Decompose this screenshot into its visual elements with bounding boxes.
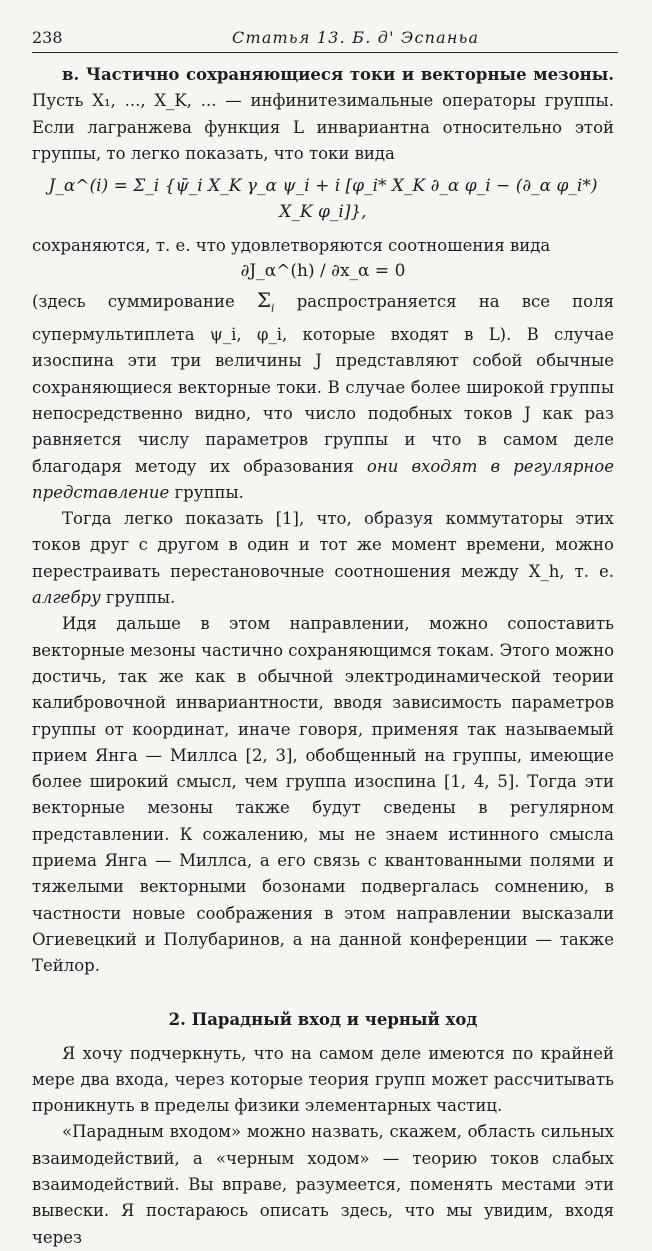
- summation-text-end: группы.: [174, 482, 244, 502]
- algebra-italic: алгебру: [32, 588, 101, 608]
- paragraph-summation: [32, 287, 614, 506]
- header-rule: [32, 52, 618, 53]
- regular-representation-italic: они входят в регулярное представление: [32, 456, 614, 502]
- summation-text-start: (здесь суммирование: [32, 292, 235, 312]
- commutators-text: Тогда легко показать [1], что, образуя коммутаторы этих токов друг с другом в один и тот же момент времени, можно перестраивать перестановочные соотношения между X_h, т. е.: [32, 509, 614, 581]
- commutators-end: группы.: [105, 588, 176, 608]
- sum-index: i: [271, 301, 275, 315]
- page-header: [32, 24, 618, 52]
- section-b-heading: в. Частично сохраняющиеся токи и векторные мезоны.: [62, 65, 614, 84]
- section-b-intro-text: Пусть X₁, ..., X_K, ... — инфинитезимальные операторы группы. Если лагранжева функция L инвариантна относительно этой группы, то легко показать, что токи вида: [32, 91, 614, 163]
- summation-text-rest: распространяется на все поля супермультиплета ψ_i, φ_i, которые входят в L). В случае изоспина эти три величины J представляют собой обычные сохраняющиеся векторные токи. В случае более широкой группы непосредственно видно, что число подобных токов J как раз равняется числу параметров группы и что в самом деле благодаря методу их образования: [32, 292, 614, 476]
- paragraph-vector-mesons: Идя дальше в этом направлении, можно сопоставить векторные мезоны частично сохраняющимся токам. Этого можно достичь, так же как в обычной электродинамической теории калибровочной инвариантности, вводя зависимость параметров группы от координат, иначе говоря, применяя так называемый прием Янга — Миллса [2, 3], обобщенный на группы, имеющие более широкий смысл, чем группа изоспина [1, 4, 5]. Тогда эти векторные мезоны также будут сведены в регулярном представлении. К сожалению, мы не знаем истинного смысла приема Янга — Миллса, а его связь с квантованными полями и тяжелыми векторными бозонами подвергалась сомнению, в частности новые соображения в этом направлении высказали Огиевецкий и Полубаринов, а на данной конференции — также Тейлор.: [32, 614, 614, 976]
- after-formula-text: сохраняются, т. е. что удовлетворяются соотношения вида: [32, 236, 551, 256]
- section-2-heading: 2. Парадный вход и черный ход: [168, 1009, 478, 1029]
- conservation-formula: ∂J_α^(h) / ∂x_α = 0: [240, 261, 406, 282]
- page-number: 238: [32, 28, 63, 47]
- running-head: Статья 13. Б. д' Эспаньа: [232, 28, 480, 47]
- section-2-paragraph-2: «Парадным входом» можно назвать, скажем, область сильных взаимодействий, а «черным ходом» — теорию токов слабых взаимодействий. Вы вправе, разумеется, поменять местами эти вывески. Я постараюсь описать здесь, что мы увидим, входя через: [32, 1122, 614, 1247]
- paragraph-commutators: [32, 506, 614, 611]
- sum-symbol: Σ: [256, 288, 272, 313]
- section-b-intro: [32, 62, 614, 167]
- section-2-paragraph-1: Я хочу подчеркнуть, что на самом деле имеются по крайней мере два входа, через которые теория групп может рассчитывать проникнуть в пределы физики элементарных частиц.: [32, 1043, 614, 1116]
- current-formula: J_α^(i) = Σ_i {ψ̄_i X_K γ_α ψ_i + i [φ_i* X_K ∂_α φ_i − (∂_α φ_i*) X_K φ_i]},: [48, 176, 598, 223]
- page-body: [32, 62, 614, 1251]
